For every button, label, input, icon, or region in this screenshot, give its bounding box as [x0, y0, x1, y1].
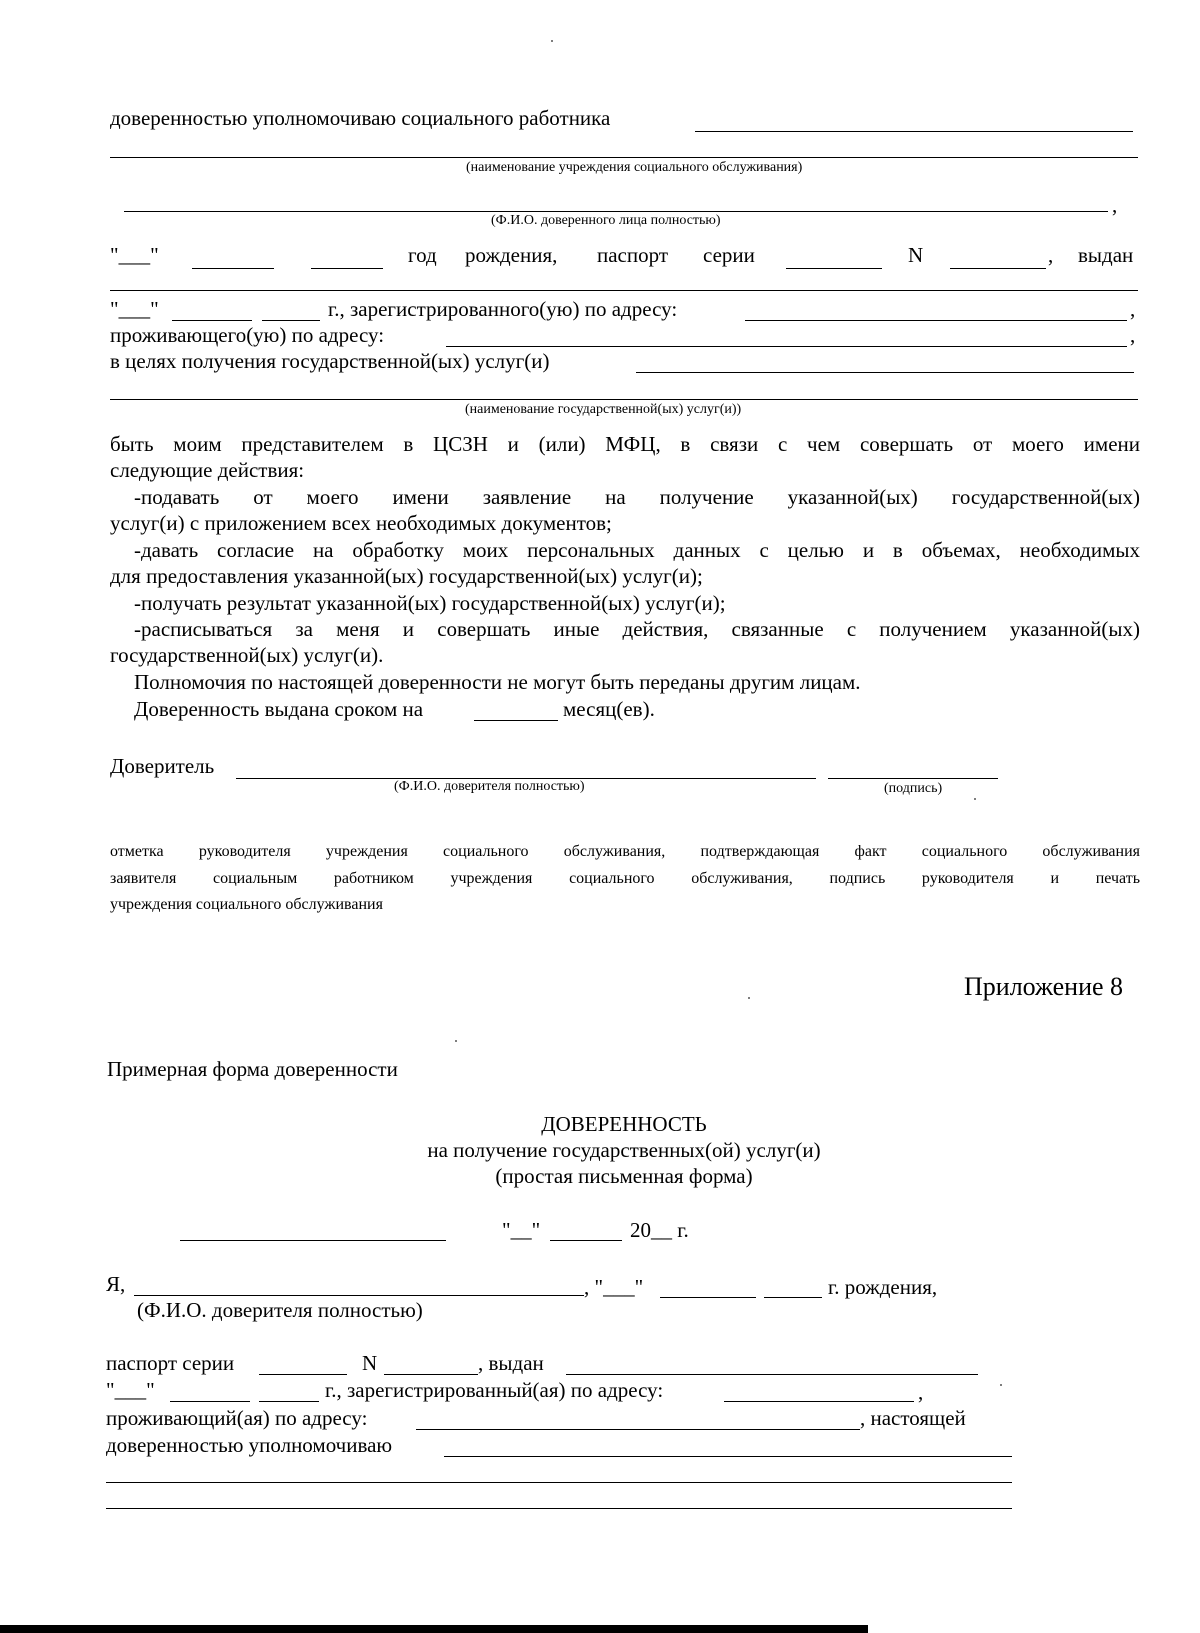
- issued-label: выдан: [1078, 243, 1134, 267]
- form2-issued-by-blank[interactable]: [566, 1374, 978, 1375]
- form2-i: Я,: [106, 1272, 126, 1296]
- form2-registered-comma: ,: [918, 1380, 924, 1404]
- institution-blank[interactable]: [110, 157, 1138, 158]
- birth-label: рождения,: [465, 243, 558, 267]
- birth-year-label: год: [408, 243, 437, 267]
- form2-passport-label: паспорт серии: [106, 1351, 235, 1375]
- form2-registered-label: г., зарегистрированный(ая) по адресу:: [325, 1378, 664, 1402]
- principal-label: Доверитель: [110, 754, 215, 778]
- form2-registered-blank[interactable]: [724, 1401, 914, 1402]
- passport-series-blank[interactable]: [786, 268, 882, 269]
- birth-year-blank[interactable]: [311, 268, 383, 269]
- services-blank[interactable]: [636, 372, 1134, 373]
- issue-month-blank[interactable]: [172, 320, 252, 321]
- date-year: 20__ г.: [630, 1218, 689, 1242]
- signature-caption: (подпись): [884, 781, 943, 796]
- form2-issue-month-blank[interactable]: [170, 1401, 250, 1402]
- body-p2a: -подавать от моего имени заявление на получение указанной(ых) государственной(ых): [134, 485, 1140, 509]
- body-p2b: услуг(и) с приложением всех необходимых документов;: [110, 511, 612, 535]
- form2-birth-label: г. рождения,: [828, 1275, 938, 1299]
- form2-residing-label: проживающий(ая) по адресу:: [106, 1406, 368, 1430]
- body-p3b: для предоставления указанной(ых) государственной(ых) услуг(и);: [110, 564, 703, 588]
- scan-speck: [455, 1040, 457, 1042]
- issue-date-quotes: "___": [110, 297, 159, 321]
- body-p1b: следующие действия:: [110, 458, 305, 482]
- form2-birth-quotes: , "___": [584, 1275, 644, 1299]
- document-title: ДОВЕРЕННОСТЬ: [541, 1112, 707, 1136]
- scan-bottom-edge: [0, 1625, 868, 1633]
- passport-n-label: N: [908, 243, 924, 267]
- note-line-2: заявителя социальным работником учреждения социального обслуживания, подпись руководителя и печать: [110, 870, 1140, 887]
- issued-by-blank[interactable]: [110, 290, 1138, 291]
- form2-principal-name-blank[interactable]: [134, 1295, 584, 1296]
- residing-label: проживающего(ую) по адресу:: [110, 323, 385, 347]
- authorize-line-text: доверенностью уполномочиваю социального работника: [110, 106, 611, 130]
- registered-label: г., зарегистрированного(ую) по адресу:: [328, 297, 678, 321]
- date-day-quotes: "__": [502, 1218, 541, 1242]
- body-p3a: -давать согласие на обработку моих персональных данных с целью и в объемах, необходимых: [134, 538, 1140, 562]
- services-name-blank[interactable]: [110, 399, 1138, 400]
- scan-speck: [1000, 1384, 1002, 1386]
- passport-number-blank[interactable]: [950, 268, 1046, 269]
- residing-comma: ,: [1130, 323, 1136, 347]
- registered-address-blank[interactable]: [745, 320, 1127, 321]
- scan-speck: [974, 798, 976, 800]
- body-p6: Полномочия по настоящей доверенности не могут быть переданы другим лицам.: [134, 670, 861, 694]
- passport-comma: ,: [1048, 243, 1054, 267]
- principal-name-caption: (Ф.И.О. доверителя полностью): [394, 779, 585, 794]
- body-p5b: государственной(ых) услуг(и).: [110, 643, 384, 667]
- form2-authorize-blank[interactable]: [444, 1456, 1012, 1457]
- document-form-type: (простая письменная форма): [495, 1164, 753, 1188]
- body-p4: -получать результат указанной(ых) государственной(ых) услуг(и);: [134, 591, 726, 615]
- form2-present-label: , настоящей: [860, 1406, 966, 1430]
- form2-issue-year-blank[interactable]: [259, 1401, 319, 1402]
- form2-n-label: N: [362, 1351, 378, 1375]
- body-p7b: месяц(ев).: [563, 697, 655, 721]
- signature-blank[interactable]: [828, 778, 998, 779]
- form2-number-blank[interactable]: [384, 1374, 478, 1375]
- services-caption: (наименование государственной(ых) услуг(и)): [465, 402, 742, 417]
- sample-form-label: Примерная форма доверенности: [107, 1057, 398, 1081]
- trustee-name-blank[interactable]: [124, 211, 1108, 212]
- form2-extra-blank-1[interactable]: [106, 1482, 1012, 1483]
- scan-speck: [748, 997, 750, 999]
- body-p7a: Доверенность выдана сроком на: [134, 697, 424, 721]
- form2-series-blank[interactable]: [259, 1374, 347, 1375]
- form2-issued-label: , выдан: [478, 1351, 544, 1375]
- social-worker-blank[interactable]: [695, 131, 1133, 132]
- registered-comma: ,: [1130, 297, 1136, 321]
- birth-date-quotes: "___": [110, 243, 159, 267]
- form2-authorize-label: доверенностью уполномочиваю: [106, 1433, 393, 1457]
- note-line-3: учреждения социального обслуживания: [110, 896, 383, 913]
- date-month-blank[interactable]: [550, 1240, 622, 1241]
- form2-issue-quotes: "___": [106, 1378, 155, 1402]
- note-line-1: отметка руководителя учреждения социального обслуживания, подтверждающая факт социального обслуживания: [110, 843, 1140, 860]
- body-p1a: быть моим представителем в ЦСЗН и (или) МФЦ, в связи с чем совершать от моего имени: [110, 432, 1140, 456]
- institution-caption: (наименование учреждения социального обслуживания): [466, 160, 803, 175]
- trustee-caption: (Ф.И.О. доверенного лица полностью): [491, 213, 721, 228]
- trustee-comma: ,: [1112, 193, 1118, 217]
- form2-birth-year-blank[interactable]: [764, 1297, 822, 1298]
- appendix-label: Приложение 8: [964, 972, 1124, 1001]
- scan-speck: [551, 40, 553, 42]
- term-months-blank[interactable]: [474, 720, 558, 721]
- form2-birth-month-blank[interactable]: [660, 1297, 756, 1298]
- residing-address-blank[interactable]: [446, 346, 1127, 347]
- issue-year-blank[interactable]: [262, 320, 320, 321]
- series-label: серии: [703, 243, 755, 267]
- form2-extra-blank-2[interactable]: [106, 1508, 1012, 1509]
- place-blank[interactable]: [180, 1240, 446, 1241]
- body-p5a: -расписываться за меня и совершать иные действия, связанные с получением указанной(ых): [134, 617, 1140, 641]
- purpose-label: в целях получения государственной(ых) услуг(и): [110, 349, 550, 373]
- passport-label: паспорт: [597, 243, 669, 267]
- document-subtitle: на получение государственных(ой) услуг(и): [427, 1138, 821, 1162]
- form2-residing-blank[interactable]: [416, 1429, 860, 1430]
- birth-month-blank[interactable]: [192, 268, 274, 269]
- form2-principal-caption: (Ф.И.О. доверителя полностью): [137, 1298, 423, 1322]
